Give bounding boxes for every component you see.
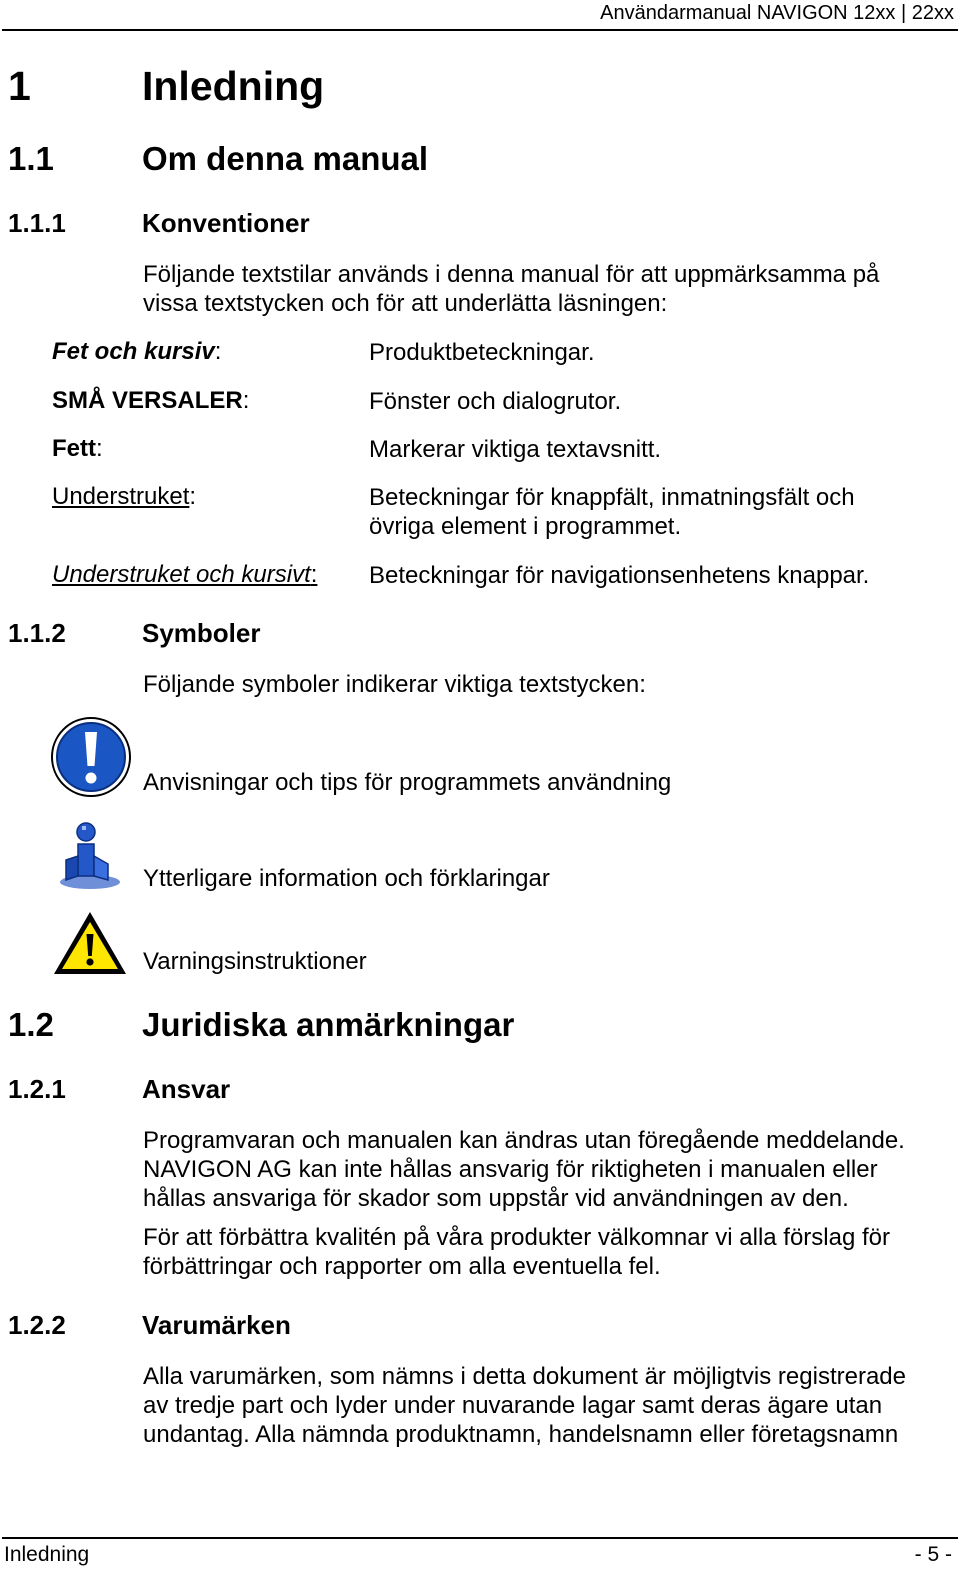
paragraph-line: Programvaran och manualen kan ändras utan föregående meddelande. (143, 1127, 905, 1154)
style-term-bold-italic: Fet och kursiv: (52, 338, 222, 365)
section-title: Om denna manual (142, 140, 429, 177)
symbols-intro: Följande symboler indikerar viktiga textstycken: (143, 671, 646, 698)
paragraph-line: förbättringar och rapporter om alla eventuella fel. (143, 1253, 661, 1280)
info-figure-icon (56, 820, 122, 892)
exclamation-sign-icon (50, 716, 132, 798)
chapter-title: Inledning (142, 63, 325, 109)
page-number: - 5 - (914, 1543, 952, 1566)
style-description: Markerar viktiga textavsnitt. (369, 436, 662, 463)
paragraph-line: undantag. Alla nämnda produktnamn, handelsnamn eller företagsnamn (143, 1421, 899, 1448)
paragraph-line: NAVIGON AG kan inte hållas ansvarig för riktigheten i manualen eller (143, 1156, 878, 1183)
subsection-number: 1.1.1 (8, 208, 66, 238)
chapter-number: 1 (8, 63, 31, 109)
style-description: Fönster och dialogrutor. (369, 388, 622, 415)
symbol-text: Varningsinstruktioner (143, 948, 367, 975)
subsection-title: Konventioner (142, 208, 310, 238)
section-title: Juridiska anmärkningar (142, 1006, 515, 1043)
subsection-title: Symboler (142, 618, 261, 648)
style-description: Beteckningar för navigationsenhetens knappar. (369, 562, 870, 589)
subsection-number: 1.2.1 (8, 1074, 66, 1104)
footer-rule (2, 1537, 958, 1539)
subsection-number: 1.1.2 (8, 618, 66, 648)
style-term-underlined-italic: Understruket och kursivt: (52, 561, 318, 588)
symbol-text: Anvisningar och tips för programmets användning (143, 769, 672, 796)
subsection-title: Ansvar (142, 1074, 231, 1104)
symbol-text: Ytterligare information och förklaringar (143, 865, 550, 892)
footer-section: Inledning (4, 1543, 90, 1566)
subsection-number: 1.2.2 (8, 1310, 66, 1340)
style-description: Produktbeteckningar. (369, 339, 595, 366)
style-description: övriga element i programmet. (369, 513, 682, 540)
style-description: Beteckningar för knappfält, inmatningsfält och (369, 484, 855, 511)
style-term-bold: Fett: (52, 435, 103, 462)
subsection-title: Varumärken (142, 1310, 291, 1340)
paragraph-line: av tredje part och lyder under nuvarande lagar samt deras ägare utan (143, 1392, 883, 1419)
paragraph-line: hållas ansvariga för skador som uppstår vid användningen av den. (143, 1185, 849, 1212)
warning-triangle-icon (52, 910, 128, 976)
header-rule (2, 29, 958, 31)
paragraph-line: Alla varumärken, som nämns i detta dokument är möjligtvis registrerade (143, 1363, 906, 1390)
section-number: 1.2 (8, 1006, 54, 1043)
running-header: Användarmanual NAVIGON 12xx | 22xx (600, 2, 954, 24)
section-number: 1.1 (8, 140, 54, 177)
style-term-small-caps: SMÅ VERSALER: (52, 387, 250, 414)
conventions-intro-line: Följande textstilar används i denna manual för att uppmärksamma på (143, 261, 880, 288)
conventions-intro-line: vissa textstycken och för att underlätta läsningen: (143, 290, 668, 317)
style-term-underlined: Understruket: (52, 483, 197, 510)
paragraph-line: För att förbättra kvalitén på våra produkter välkomnar vi alla förslag för (143, 1224, 890, 1251)
